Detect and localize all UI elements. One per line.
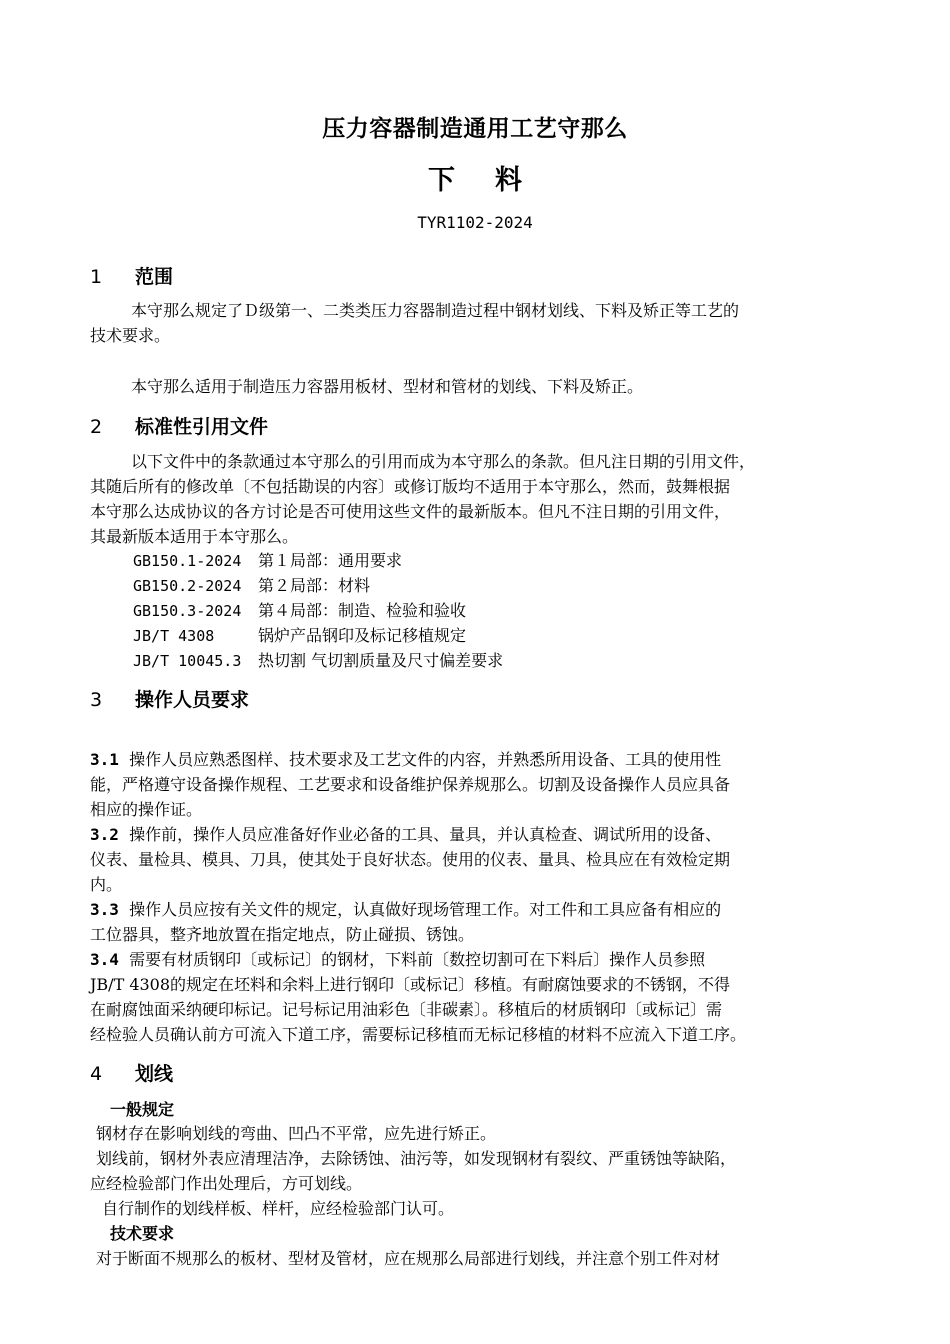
text-line: 以下文件中的条款通过本守那么的引用而成为本守那么的条款。但凡注日期的引用文件， xyxy=(131,452,756,471)
text-line: 对于断面不规那么的板材、型材及管材，应在规那么局部进行划线，并注意个别工件对材 xyxy=(96,1249,721,1268)
text-line: 划线前，钢材外表应清理洁净，去除锈蚀、油污等，如发现钢材有裂纹、严重锈蚀等缺陷， xyxy=(96,1149,737,1168)
reference-code: GB150.3-2024 xyxy=(133,602,242,620)
text-line: 操作人员应熟悉图样、技术要求及工艺文件的内容，并熟悉所用设备、工具的使用性 xyxy=(129,750,722,769)
text-line: 本守那么适用于制造压力容器用板材、型材和管材的划线、下料及矫正。 xyxy=(131,377,644,396)
text-line: 技术要求。 xyxy=(90,326,171,345)
text-line: 本守那么规定了Ｄ级第一、二类类压力容器制造过程中钢材划线、下料及矫正等工艺的 xyxy=(131,301,740,320)
section-3-heading xyxy=(90,685,249,712)
clause-3-2 xyxy=(90,822,865,897)
text-line: 钢材存在影响划线的弯曲、凹凸不平常，应先进行矫正。 xyxy=(96,1124,497,1143)
reference-code: JB/T 10045.3 xyxy=(133,652,242,670)
reference-item xyxy=(133,548,402,571)
text-line: JB/T 4308的规定在坯料和余料上进行钢印〔或标记〕移植。有耐腐蚀要求的不锈钢，不得 xyxy=(90,975,731,994)
section-number: 4 xyxy=(90,1063,103,1085)
text-line: 应经检验部门作出处理后，方可划线。 xyxy=(90,1174,363,1193)
text-line: 在耐腐蚀面采纳硬印标记。记号标记用油彩色〔非碳素〕。移植后的材质钢印〔或标记〕需 xyxy=(90,1000,723,1019)
text-line: 工位器具，整齐地放置在指定地点，防止碰损、锈蚀。 xyxy=(90,925,475,944)
text-line: 自行制作的划线样板、样杆，应经检验部门认可。 xyxy=(102,1199,455,1218)
text-line: 本守那么达成协议的各方讨论是否可使用这些文件的最新版本。但凡不注日期的引用文件， xyxy=(90,502,731,521)
section-number: 3 xyxy=(90,689,103,711)
section-1-heading xyxy=(90,262,173,289)
clause-3-1 xyxy=(90,747,865,822)
text-line: 经检验人员确认前方可流入下道工序，需要标记移植而无标记移植的材料不应流入下道工序。 xyxy=(90,1025,747,1044)
reference-name: 第２局部：材料 xyxy=(258,576,371,595)
clause-number: 3.3 xyxy=(90,900,119,919)
section-1-paragraph-1 xyxy=(90,298,865,348)
document-title: 压力容器制造通用工艺守那么 xyxy=(322,116,628,142)
text-line: 需要有材质钢印〔或标记〕的钢材，下料前〔数控切割可在下料后〕操作人员参照 xyxy=(129,950,706,969)
clause-number: 3.1 xyxy=(90,750,119,769)
section-2-paragraph xyxy=(90,449,865,549)
section-1-paragraph-2 xyxy=(90,374,865,399)
section-number: 2 xyxy=(90,416,103,438)
reference-code: GB150.2-2024 xyxy=(133,577,242,595)
text-line: 其随后所有的修改单〔不包括勘误的内容〕或修订版均不适用于本守那么，然而，鼓舞根据 xyxy=(90,477,731,496)
reference-name: 锅炉产品钢印及标记移植规定 xyxy=(258,626,467,645)
subtitle-left: 下 xyxy=(428,165,455,196)
text-line: 仪表、量检具、模具、刀具，使其处于良好状态。使用的仪表、量具、检具应在有效检定期 xyxy=(90,850,731,869)
reference-code: GB150.1-2024 xyxy=(133,552,242,570)
reference-item xyxy=(133,648,503,671)
reference-item xyxy=(133,623,466,646)
reference-item xyxy=(133,573,370,596)
section-2-heading xyxy=(90,412,268,439)
document-code: TYR1102-2024 xyxy=(417,213,533,232)
section-title: 标准性引用文件 xyxy=(135,416,269,438)
subtitle-right: 料 xyxy=(495,165,522,196)
reference-code: JB/T 4308 xyxy=(133,627,215,645)
text-line: 操作人员应按有关文件的规定，认真做好现场管理工作。对工件和工具应备有相应的 xyxy=(129,900,722,919)
text-line: 相应的操作证。 xyxy=(90,800,203,819)
text-line: 其最新版本适用于本守那么。 xyxy=(90,527,299,546)
clause-number: 3.2 xyxy=(90,825,119,844)
section-4-heading xyxy=(90,1059,173,1086)
section-title: 范围 xyxy=(135,266,174,288)
reference-name: 热切割 气切割质量及尺寸偏差要求 xyxy=(258,651,504,670)
reference-name: 第１局部：通用要求 xyxy=(258,551,403,570)
document-subtitle xyxy=(0,158,950,197)
clause-3-4 xyxy=(90,947,865,1047)
text-line: 能，严格遵守设备操作规程、工艺要求和设备维护保养规那么。切割及设备操作人员应具备 xyxy=(90,775,731,794)
clause-number: 3.4 xyxy=(90,950,119,969)
reference-item xyxy=(133,598,466,621)
section-title: 划线 xyxy=(135,1063,174,1085)
reference-name: 第４局部：制造、检验和验收 xyxy=(258,601,467,620)
subsection-technical: 技术要求 xyxy=(110,1224,175,1243)
section-title: 操作人员要求 xyxy=(135,689,250,711)
clause-3-3 xyxy=(90,897,865,947)
section-number: 1 xyxy=(90,266,103,288)
text-line: 内。 xyxy=(90,875,123,894)
subsection-general: 一般规定 xyxy=(110,1100,175,1119)
text-line: 操作前，操作人员应准备好作业必备的工具、量具，并认真检查、调试所用的设备、 xyxy=(129,825,722,844)
